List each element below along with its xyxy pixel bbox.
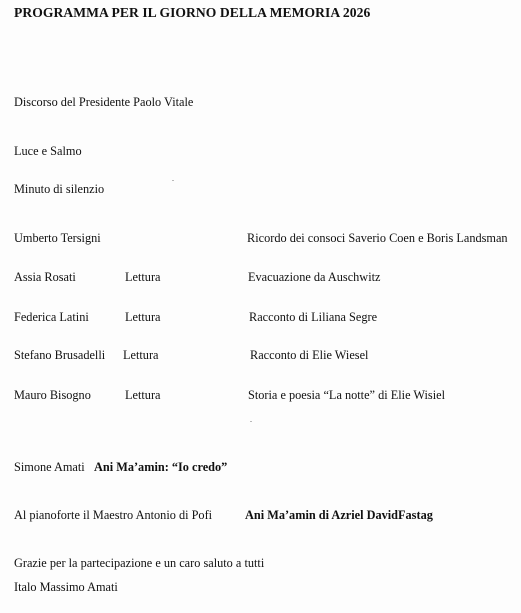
signature-name: Italo Massimo Amati bbox=[14, 580, 118, 594]
program-subject: Racconto di Elie Wiesel bbox=[250, 348, 369, 362]
singer-name: Simone Amati bbox=[14, 460, 85, 474]
program-name: Umberto Tersigni bbox=[14, 231, 101, 245]
opening-light-and-psalm: Luce e Salmo bbox=[14, 144, 82, 158]
program-name: Federica Latini bbox=[14, 310, 89, 324]
closing-thanks: Grazie per la partecipazione e un caro saluto a tutti bbox=[14, 556, 265, 570]
program-name: Mauro Bisogno bbox=[14, 388, 91, 402]
program-name: Assia Rosati bbox=[14, 270, 76, 284]
song-title: Ani Ma’amin: “Io credo” bbox=[94, 460, 228, 474]
document-title: PROGRAMMA PER IL GIORNO DELLA MEMORIA 2026 bbox=[14, 5, 371, 20]
program-role: Lettura bbox=[125, 310, 161, 324]
program-role: Lettura bbox=[125, 270, 161, 284]
program-subject: Evacuazione da Auschwitz bbox=[248, 270, 381, 284]
program-name: Stefano Brusadelli bbox=[14, 348, 106, 362]
program-subject: Ricordo dei consoci Saverio Coen e Boris Landsman bbox=[247, 231, 508, 245]
program-role: Lettura bbox=[125, 388, 161, 402]
opening-minute-of-silence: Minuto di silenzio bbox=[14, 182, 105, 196]
program-subject: Storia e poesia “La notte” di Elie Wisiel bbox=[248, 388, 445, 402]
program-role: Lettura bbox=[123, 348, 159, 362]
opening-speech: Discorso del Presidente Paolo Vitale bbox=[14, 95, 194, 109]
program-subject: Racconto di Liliana Segre bbox=[249, 310, 378, 324]
scan-speck bbox=[250, 421, 252, 422]
scan-speck bbox=[172, 180, 174, 181]
pianist-line: Al pianoforte il Maestro Antonio di Pofi bbox=[14, 508, 213, 522]
piano-piece-title: Ani Ma’amin di Azriel DavidFastag bbox=[245, 508, 433, 522]
